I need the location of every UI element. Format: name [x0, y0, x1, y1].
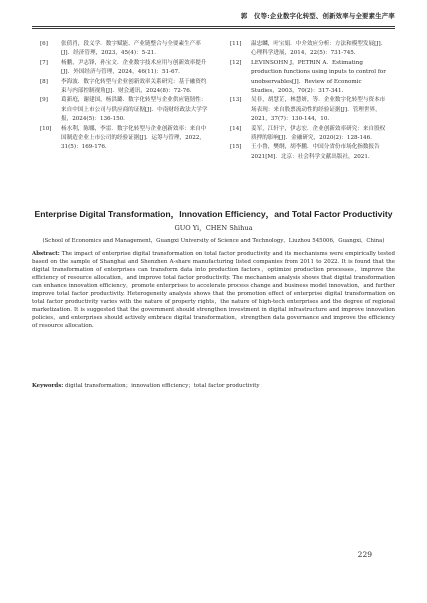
reference-number: [7]	[40, 59, 48, 66]
abstract-label: Abstract:	[32, 251, 60, 257]
reference-number: [13]	[230, 97, 242, 104]
reference-number: [10]	[40, 125, 52, 132]
keywords-label: Keywords:	[32, 383, 64, 389]
reference-number: [9]	[40, 97, 48, 104]
paper-title: Enterprise Digital Transformation，Innovation Efficiency，and Total Factor Productivity	[34, 209, 393, 219]
reference-text: 王小鲁，樊纲，胡李鹏．中国分省份市场化指数报告2021[M]．北京：社会科学文献出版社，2021.	[251, 144, 380, 160]
reference-item	[40, 59, 212, 78]
reference-text: 吴非，胡慧芷，林慧妍，等．企业数字化转型与资本市场表现：来自股票流动性的经验证据[J]．管理世界，2021，37(7)：130-144，10.	[251, 97, 386, 123]
page-number: 229	[357, 550, 372, 559]
reference-number: [8]	[40, 78, 48, 85]
references-right-column	[230, 40, 390, 162]
paper-affiliation: (School of Economics and Management，Guangxi University of Science and Technology，Liuzhou 545006，Guangxi，China)	[42, 238, 385, 244]
reference-text: 李海波．数字化转型与企业创新效率关系研究：基于融资约束与内部控制视角[J]．财会通讯，2024(8)：72-76.	[61, 78, 207, 95]
abstract-text: The impact of enterprise digital transformation on total factor productivity and its mechanisms were empirically tested based on the sample of Shanghai and Shenzhen A-share manufacturing listed companies from 2011 to 2022. It is found that the digital transformation of enterprises can transform data into production factors，optimize production processes，improve the efficiency of resource allocation，and improve total factor productivity. The mechanism analysis shows that digital transformation can enhance innovation efficiency，promote enterprises to accelerate process change and business model innovation，and further improve total factor productivity. Heterogeneity analysis shows that the promotion effect of enterprise digital transformation on total factor productivity varies with the nature of property rights，the nature of high-tech enterprises and the degree of regional marketization. It is suggested that the government should strengthen investment in digital infrastructure and improve innovation policies，and enterprises should actively embrace digital transformation，strengthen data governance and improve the efficiency of resource allocation.	[32, 251, 395, 329]
references-left-column	[40, 40, 212, 153]
reference-number: [11]	[230, 41, 242, 47]
reference-item	[40, 78, 212, 97]
reference-text: 张倩肖，段义学．数字赋能、产业链整合与全要素生产率[J]．经济管理，2023，45(4)：5-21.	[61, 41, 201, 57]
reference-item	[40, 40, 212, 59]
reference-text: 温忠麟，叶宝娟．中介效应分析：方法和模型发展[J]．心理科学进展，2014，22(5)：731-745.	[251, 41, 387, 57]
reference-number: [14]	[230, 125, 242, 132]
reference-text: 葛新庭，谢建国，杨洪璐．数字化转型与企业供应链韧性：来自中国上市公司与供应商的证据[J]．中南财经政法大学学报，2024(5)：136-150.	[61, 97, 208, 123]
reference-number: [6]	[40, 41, 48, 47]
reference-text: 杨鹏，尹志锋，孙宝文．企业数字技术应用与创新效率提升[J]．外国经济与管理，2024，46(11)：51-67.	[61, 59, 207, 76]
reference-item	[40, 96, 212, 124]
keywords	[32, 382, 395, 390]
reference-number: [15]	[230, 144, 242, 151]
reference-text: 杨水利，陈娜，李雷．数字化转型与企业创新效率：来自中国制造企业上市公司的经验证据[J]．运筹与管理，2022，31(5)：169-176.	[61, 125, 207, 151]
reference-text: LEVINSOHN J，PETRIN A．Estimating production functions using inputs to control for unobservables[J]．Review of Economic Studies，2003，70(2)：317-341.	[251, 59, 386, 95]
reference-item	[230, 125, 390, 144]
abstract	[32, 251, 395, 331]
reference-item	[230, 40, 390, 59]
reference-item	[40, 125, 212, 153]
reference-text: 姜军，江轩宇，伊志宏．企业创新效率研究：来自股权质押的影响[J]．金融研究，2020(2)：128-146.	[251, 125, 386, 142]
reference-item	[230, 59, 390, 97]
header-rule-thin	[32, 28, 395, 29]
paper-authors: GUO Yi，CHEN Shihua	[174, 224, 253, 232]
reference-number: [12]	[230, 59, 242, 66]
reference-item	[230, 143, 390, 162]
running-header: 郭 仪等:企业数字化转型、创新效率与全要素生产率	[240, 12, 395, 20]
reference-item	[230, 96, 390, 124]
keywords-text: digital transformation；innovation efficiency；total factor productivity	[65, 383, 260, 389]
header-rule	[32, 26, 395, 27]
